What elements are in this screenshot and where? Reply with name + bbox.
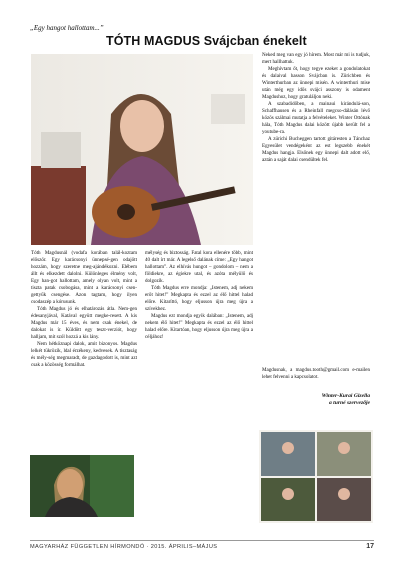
main-photo [31, 54, 253, 245]
signature: Winter-Kurai Gizella a turné szervezője [321, 393, 370, 406]
column-3-end [262, 367, 370, 381]
paragraph: Magdusnak, a magdus.tooth@gmail.com e-mailen lehet felvenni a kapcsolatot. [262, 367, 370, 380]
paragraph: Tóth Magdus jó és elhatározás átla. Nem-gen édesanyjával, Katával együtt megke-resett. A kis Magdus már 15 éves, és nem csak énekel, de dalokat is ír. Küldött egy teszt-verziót, hogy halljam, mit szól hozzá a kis lány. [31, 306, 137, 340]
column-3 [262, 52, 370, 164]
kicker: „Egy hangot hallottam...” [30, 24, 104, 32]
paragraph: Neked meg van egy jó hírem. Most már mi is tudjuk, mert hallhattuk. [262, 52, 370, 65]
portrait-photo [30, 455, 134, 517]
paragraph: Magdus ezt mondja egyik dalában: „Istenem, adj nekem élő hitet!” Megkapta és ezzel az élő hittel halad előre. Kitartóan, hogy eljusson újra meg újra a céljához! [145, 313, 253, 340]
paragraph: Tóth Magdusnál (vodafa korában talál-koztam először. Egy karácsonyi ünnepsé-gen odajött hozzám, hogy szeretne meg-ajándékozni. Elébem állt és elkezdett dalolni. Különleges élmény volt, Egy han-got hallottam, amely olyan volt, mint a tiszta patak csobogása, mint a karácsonyi csen-gettyűk csengése. Azon tagtam, hogy ilyen csodaszép a kórusunk. [31, 250, 137, 305]
paragraph: Tóth Magdus erre mondja: „Istenem, adj nekem erőt hitet!” Megkapta és ezzel az élő hittel halad előre. Kitaríttó, hogy eljusson újra meg újra a szívekhez. [145, 285, 253, 312]
footer-publication: MAGYARHÁZ FÜGGETLEN HÍRMONDÓ · 2015. ÁPRILIS–MÁJUS [30, 544, 218, 550]
paragraph: A szabadidőben, a mainaui kirándulá-son, Schaffhausen és a Rheinfall megcso-dálásán lévő közös szálmai mutatja a felvételeket. Winter Ottónak hála, Tóth Magdus dalai között újabb került fel a youtube-ra. [262, 101, 370, 135]
paragraph: Nem hétköznapi dalok, amit bizonyos. Magdus lelkét tükrözik, ldal érzékeny, kedvesek. A tisztaság és mély-ség megmaradt, de gazdagodott is, mint azt csak a közösség formálhat. [31, 341, 137, 368]
paragraph: mélység és biztosság. Fatal kora ellenére több, mint 40 dalt írt már. A legelső dalának címe: „Egy hangot hallottam”. Az elhívás hungot – gondolom – nem a földiekre, az égiekre utal, és azóta mélyülő és dolgozik. [145, 250, 253, 284]
article-title: TÓTH MAGDUS Svájcban énekelt [106, 34, 307, 48]
page-footer [30, 540, 374, 551]
paragraph: Meghívtam őt, hogy tegye ezeket a gondolatokat és dalaival hasson Svájcban is. Zürichben és Winterthurban az ünnepi misén. A winterthuri mise után még egy idős svájci asszony is odament Magdushoz, hogy gratuláljon neki. [262, 66, 370, 100]
column-2 [145, 250, 253, 341]
page-number: 17 [366, 543, 374, 550]
paragraph: A zürichi Bucheggen tartott gitáresten a Tánchaz Egyesület vendégeként az est legszebb énekét Magdus hangja. Elsőnek egy ünnepi dalt adott elő, aztán a saját dalai csendültek fel. [262, 136, 370, 163]
column-1 [31, 250, 137, 369]
band-photos [259, 430, 373, 523]
